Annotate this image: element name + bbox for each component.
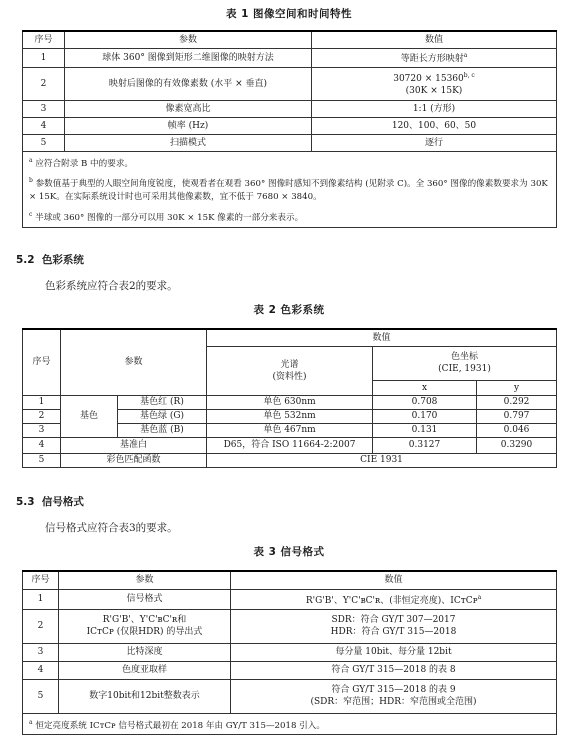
section-5-2-text: 色彩系统应符合表2的要求。 xyxy=(45,280,178,292)
row-value: $30720 \times 15360^{b, c}$ (30K × 15K) xyxy=(312,67,557,100)
table2-header-spectrum: 光谱 (资料性) xyxy=(207,346,373,395)
table-row: 5 彩色匹配函数 CIE 1931 xyxy=(23,453,557,467)
table-row: 4 基准白 D65，符合 ISO 11664-2:2007 0.3127 0.3290 xyxy=(23,437,557,453)
section-5-3-heading: 5.3 信号格式 xyxy=(16,496,84,508)
table-row: 3 基色蓝 (B) 单色 467nm 0.131 0.046 xyxy=(23,423,557,437)
table3 xyxy=(22,570,557,735)
table3-notes xyxy=(23,713,557,735)
table-row xyxy=(23,67,557,100)
table3-header-value: 数值 xyxy=(231,571,557,589)
table-row: 1 信号格式 R'G'B'、Y'C'ʙC'ʀ、(非恒定亮度)、ICᴛCᴘ$^a$ xyxy=(23,589,557,609)
table3-header-no: 序号 xyxy=(23,571,59,589)
table-row: 3 比特深度 每分量 10bit、每分量 12bit xyxy=(23,643,557,661)
table-row: 4 色度亚取样 符合 GY/T 315—2018 的表 8 xyxy=(23,661,557,679)
row-number: 5 xyxy=(23,134,65,151)
table2-header-x: x xyxy=(373,380,477,395)
section-5-3-text: 信号格式应符合表3的要求。 xyxy=(45,522,178,534)
table2-caption: 表 2 色彩系统 xyxy=(253,304,325,316)
table3-header-param: 参数 xyxy=(59,571,231,589)
row-value: 等距长方形映射$^a$ xyxy=(312,48,557,67)
row-param: 帧率 (Hz) xyxy=(65,117,312,134)
table-row: 2 R'G'B'、Y'C'ʙC'ʀ和 ICᴛCᴘ (仅限HDR) 的导出式 SDR：符合 GY/T 307—2017 HDR：符合 GY/T 315—2018 xyxy=(23,609,557,643)
table1-note-b: $^b$ 参数值基于典型的人眼空间角度锐度，使观看者在观看 360° 图像时感知不到像素结构 (见附录 C)。全 360° 图像的像素数要求为 30K × 15K。在实际系统设计时也可采用其他像素数，宜不低于 7680 × 3840。 xyxy=(29,177,548,203)
row-param: 扫描模式 xyxy=(65,134,312,151)
table2 xyxy=(22,328,557,468)
row-param: 映射后图像的有效像素数 (水平 × 垂直) xyxy=(65,67,312,100)
row-value: 逐行 xyxy=(312,134,557,151)
table2-header-y: y xyxy=(477,380,557,395)
table-row xyxy=(23,117,557,134)
row-number: 3 xyxy=(23,100,65,117)
row-number: 1 xyxy=(23,48,65,67)
table-row xyxy=(23,134,557,151)
table1-header-param: 参数 xyxy=(65,31,312,48)
section-5-2-heading: 5.2 色彩系统 xyxy=(16,254,84,266)
table-row xyxy=(23,48,557,67)
table1-header-no: 序号 xyxy=(23,31,65,48)
table2-header-chroma: 色坐标 (CIE, 1931) xyxy=(373,346,557,380)
table1-note-c: $^c$ 半球或 360° 图像的一部分可以用 30K × 15K 像素的一部分来表示。 xyxy=(29,211,304,224)
table1-caption: 表 1 图像空间和时间特性 xyxy=(225,8,353,20)
table-row: 5 数字10bit和12bit整数表示 符合 GY/T 315—2018 的表 9 (SDR：窄范围；HDR：窄范围或全范围) xyxy=(23,679,557,713)
table1 xyxy=(22,30,557,228)
row-param: 像素宽高比 xyxy=(65,100,312,117)
row-param: 球体 360° 图像到矩形二维图像的映射方法 xyxy=(65,48,312,67)
table-row: 2 基色绿 (G) 单色 532nm 0.170 0.797 xyxy=(23,409,557,423)
row-number: 4 xyxy=(23,117,65,134)
row-value: 1:1 (方形) xyxy=(312,100,557,117)
table1-notes xyxy=(23,151,557,228)
table2-header-param: 参数 xyxy=(61,329,207,395)
table2-group-label: 基色 xyxy=(61,395,118,437)
table3-note-a: $^a$ 恒定亮度系统 ICᴛCᴘ 信号格式最初在 2018 年由 GY/T 315—2018 引入。 xyxy=(29,718,325,731)
table2-header-no: 序号 xyxy=(23,329,61,395)
table3-caption: 表 3 信号格式 xyxy=(253,546,325,558)
row-number: 2 xyxy=(23,67,65,100)
table-row: 1 基色 基色红 (R) 单色 630nm 0.708 0.292 xyxy=(23,395,557,409)
table1-header-value: 数值 xyxy=(312,31,557,48)
table-row xyxy=(23,100,557,117)
row-value: 120、100、60、50 xyxy=(312,117,557,134)
table2-header-value: 数值 xyxy=(207,329,557,346)
table1-note-a: $^a$ 应符合附录 B 中的要求。 xyxy=(29,156,134,169)
